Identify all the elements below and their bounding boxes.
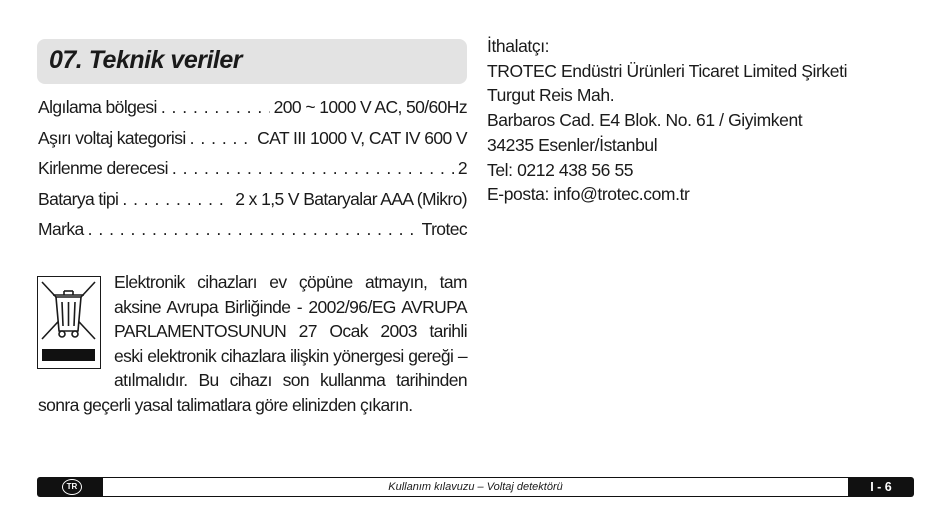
- importer-email: E-posta: info@trotec.com.tr: [487, 184, 690, 205]
- spec-row: [38, 158, 467, 189]
- disposal-text: Elektronik cihazları ev çöpüne atmayın, tam aksine Avrupa Birliğinde - 2002/96/EG AVRUPA PARLAMENTOSUNUN 27 Ocak 2003 tarihli eski elektronik cihazlara ilişkin yönergesi gereği – atılmalıdır. Bu cihazı son kullanma tarihinden sonra geçerli yasal talimatlara göre elinizden çıkarın.: [38, 272, 467, 415]
- dot-leader: [172, 158, 454, 179]
- spec-label: Aşırı voltaj kategorisi: [38, 127, 186, 148]
- technical-data-list: [38, 97, 467, 250]
- footer-caption: Kullanım kılavuzu – Voltaj detektörü: [103, 477, 848, 497]
- importer-phone: Tel: 0212 438 56 55: [487, 159, 634, 180]
- spec-label: Kirlenme derecesi: [38, 158, 168, 178]
- section-title: 07. Teknik veriler: [49, 46, 242, 74]
- spec-value: 200 ~ 1000 V AC, 50/60Hz: [273, 97, 467, 117]
- spec-label: Algılama bölgesi: [38, 97, 157, 117]
- dot-leader: [88, 219, 418, 240]
- importer-street: Barbaros Cad. E4 Blok. No. 61 / Giyimkent: [487, 110, 803, 131]
- dot-leader: [161, 97, 270, 118]
- section-header: [37, 39, 467, 84]
- importer-company: TROTEC Endüstri Ürünleri Ticaret Limited Şirketi: [487, 60, 848, 81]
- spec-row: [38, 189, 467, 220]
- importer-block: [487, 34, 917, 207]
- dot-leader: [122, 189, 231, 210]
- page-number: I - 6: [848, 477, 914, 497]
- spec-row: [38, 97, 467, 128]
- spec-row: [38, 128, 467, 159]
- importer-city: 34235 Esenler/İstanbul: [487, 134, 658, 155]
- spec-value: CAT III 1000 V, CAT IV 600 V: [257, 127, 467, 148]
- spec-value: Trotec: [421, 219, 467, 239]
- disposal-notice: [38, 270, 467, 418]
- importer-district: Turgut Reis Mah.: [487, 85, 615, 106]
- page-footer: [37, 477, 914, 497]
- language-badge: TR: [62, 479, 82, 495]
- spec-row: [38, 219, 467, 250]
- spec-label: Batarya tipi: [38, 188, 119, 209]
- spec-label: Marka: [38, 219, 84, 239]
- spec-value: 2: [457, 158, 467, 178]
- importer-heading: İthalatçı:: [487, 36, 550, 56]
- language-tab: [37, 477, 103, 497]
- dot-leader: [190, 128, 253, 149]
- spec-value: 2 x 1,5 V Bataryalar AAA (Mikro): [235, 188, 467, 209]
